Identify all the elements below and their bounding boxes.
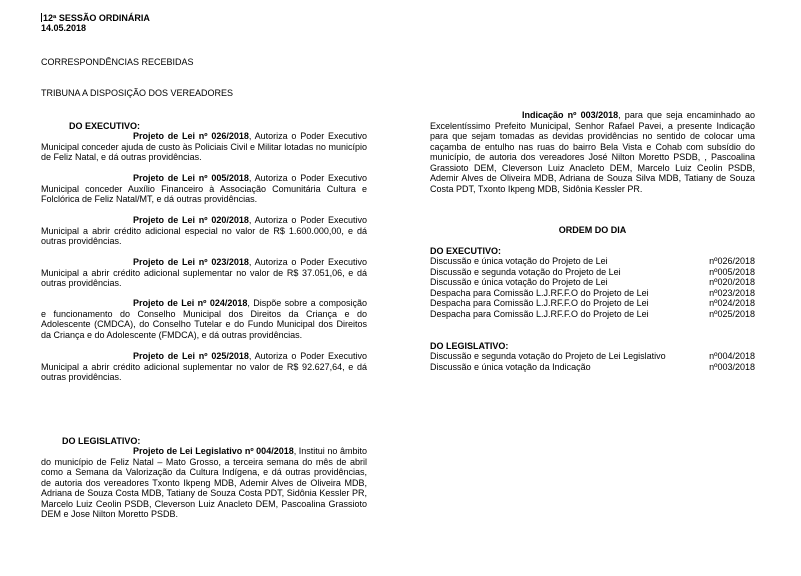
ordem-legislativo-list (430, 351, 755, 372)
ordem-row-label: Discussão e segunda votação do Projeto de Lei Legislativo (430, 351, 666, 361)
executivo-item-1 (41, 131, 367, 163)
executivo-item-4-title: Projeto de Lei nº 023/2018 (133, 257, 249, 267)
executivo-item-6-text: , Autoriza o Poder Executivo Municipal a abrir crédito adicional suplementar no valor de R$ 92.627,64, e dá outras providências. (41, 351, 367, 382)
executivo-item-5-title: Projeto de Lei nº 024/2018 (133, 298, 248, 308)
executivo-item-1-title: Projeto de Lei nº 026/2018 (133, 131, 249, 141)
executivo-item-2-text: , Autoriza o Poder Executivo Municipal conceder Auxílio Financeiro à Associação Comunitária Cultura e Folclórica de Feliz Natal/MT, e dá outras providências. (41, 173, 367, 204)
executivo-item-2-title: Projeto de Lei nº 005/2018 (133, 173, 249, 183)
legislativo-heading: DO LEGISLATIVO: (62, 436, 141, 446)
ordem-do-dia-heading: ORDEM DO DIA (558, 225, 627, 235)
ordem-executivo-row (430, 256, 755, 267)
text-cursor (41, 13, 42, 22)
ordem-executivo-row (430, 309, 755, 320)
executivo-item-6 (41, 351, 367, 383)
ordem-row-number: nº025/2018 (709, 308, 755, 319)
tribuna-heading: TRIBUNA A DISPOSIÇÃO DOS VEREADORES (41, 88, 234, 98)
indicacao-text: , para que seja encaminhado ao Excelentíssimo Prefeito Municipal, Senhor Rafael Pavei, a presente Indicação para que sejam tomadas as devidas providências no sentido de colocar uma caçamba de entulho nas ruas do bairro Bela Vista e Cohab com subsídio do município, de autoria dos vereadores José Nilton Moretto PSDB, , Pascoalina Grassioto DEM, Cleverson Luiz Anacleto DEM, Marcelo Luiz Ceolin PSDB, Ademir Alves de Oliveira MDB, Adriana de Souza Silva MDB, Tatiany de Souza Costa PDT, Txonto Ikpeng MDB, Sidônia Kessler PR. (430, 110, 756, 194)
ordem-row-number: nº026/2018 (709, 256, 755, 266)
ordem-executivo-heading: DO EXECUTIVO: (430, 246, 502, 256)
ordem-executivo-row (430, 298, 755, 309)
legislativo-item-title: Projeto de Lei Legislativo nº 004/2018 (133, 446, 294, 456)
executivo-item-4-text: , Autoriza o Poder Executivo Municipal a abrir crédito adicional suplementar no valor de R$ 37.051,06, e dá outras providências. (41, 257, 367, 288)
ordem-row-label: Despacha para Comissão L.J.RF.F.O do Projeto de Lei (430, 298, 649, 308)
session-date: 14.05.2018 (41, 23, 87, 33)
ordem-row-number: nº020/2018 (709, 277, 755, 287)
indicacao-item (430, 110, 755, 194)
ordem-executivo-row (430, 267, 755, 278)
executivo-item-5 (41, 298, 367, 340)
session-title (41, 13, 150, 23)
executivo-item-4 (41, 257, 367, 289)
ordem-row-label: Discussão e segunda votação do Projeto de Lei (430, 266, 621, 277)
executivo-item-5-text: , Dispõe sobre a composição e funcionamento do Conselho Municipal dos Direitos da Criança e do Adolescente (CMDCA), do Conselho Tutelar e do Fundo Municipal dos Direitos da Criança e do Adolescente (FMDCA), e dá outras providências. (41, 298, 367, 340)
ordem-executivo-row (430, 277, 755, 288)
correspondencias-heading: CORRESPONDÊNCIAS RECEBIDAS (41, 57, 194, 67)
executivo-item-3-title: Projeto de Lei nº 020/2018 (133, 215, 249, 225)
ordem-row-number: nº005/2018 (709, 266, 755, 277)
ordem-row-number: nº024/2018 (709, 298, 755, 308)
executivo-item-6-title: Projeto de Lei nº 025/2018 (133, 351, 249, 361)
ordem-legislativo-heading: DO LEGISLATIVO: (430, 341, 509, 351)
executivo-item-1-text: , Autoriza o Poder Executivo Municipal conceder ajuda de custo às Policiais Civil e Militar lotadas no município de Feliz Natal, e dá outras providências. (41, 131, 367, 162)
executivo-item-2 (41, 173, 367, 205)
session-title-text: 12ª SESSÃO ORDINÁRIA (43, 13, 150, 23)
legislativo-item (41, 446, 367, 520)
ordem-legislativo-row (430, 362, 755, 373)
executivo-item-3 (41, 215, 367, 247)
legislativo-item-text: , Institui no âmbito do município de Feliz Natal – Mato Grosso, a terceira semana do mês de abril como a Semana da Valorização da Cultura Indígena, e dá outras providências, de autoria dos vereadores Txonto Ikpeng MDB, Ademir Alves de Oliveira MDB, Adriana de Souza Costa MDB, Tatiany de Souza Costa PDT, Sidônia Kessler PR, Marcelo Luiz Ceolin PSDB, Cleverson Luiz Anacleto DEM, Pascoalina Grassioto DEM e Jose Nilton Moretto PSDB. (41, 446, 367, 519)
executivo-heading: DO EXECUTIVO: (69, 121, 141, 131)
ordem-executivo-list (430, 256, 755, 319)
ordem-row-label: Despacha para Comissão L.J.RF.F.O do Projeto de Lei (430, 287, 649, 298)
ordem-row-label: Discussão e única votação da Indicação (430, 361, 591, 372)
ordem-executivo-row (430, 288, 755, 299)
ordem-row-label: Discussão e única votação do Projeto de Lei (430, 256, 608, 266)
ordem-row-number: nº003/2018 (709, 361, 755, 372)
ordem-row-label: Despacha para Comissão L.J.RF.F.O do Projeto de Lei (430, 308, 649, 319)
ordem-row-label: Discussão e única votação do Projeto de Lei (430, 277, 608, 287)
ordem-row-number: nº004/2018 (709, 351, 755, 361)
ordem-legislativo-row (430, 351, 755, 362)
executivo-item-3-text: , Autoriza o Poder Executivo Municipal a abrir crédito adicional especial no valor de R$ 1.600.000,00, e dá outras providências. (41, 215, 367, 246)
indicacao-title: Indicação nº 003/2018 (522, 110, 619, 120)
ordem-row-number: nº023/2018 (709, 287, 755, 298)
